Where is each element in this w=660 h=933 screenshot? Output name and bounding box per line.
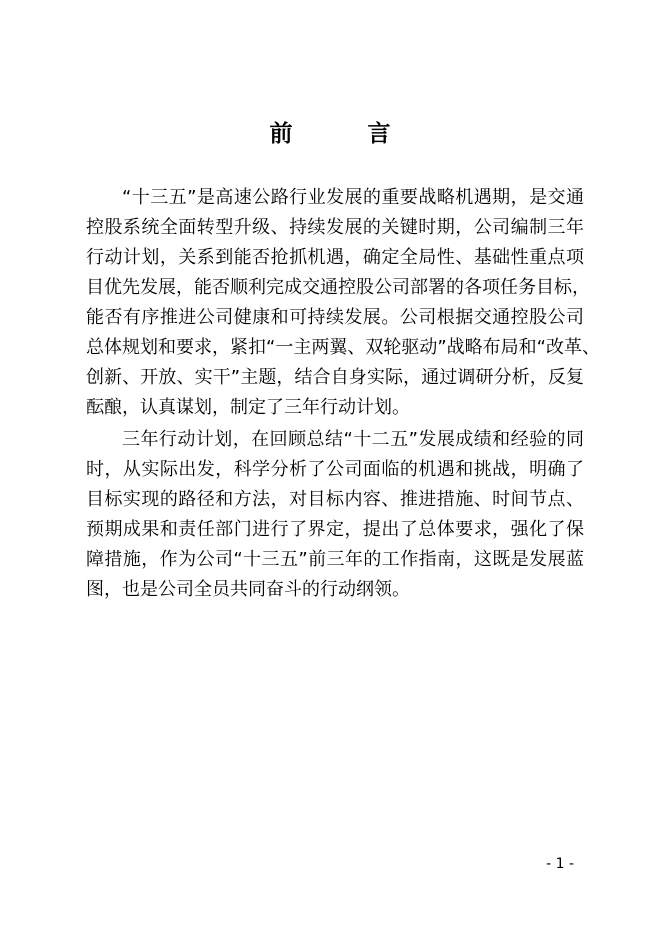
text-line: 障措施，作为公司“十三五”前三年的工作指南，这既是发展蓝 (86, 549, 584, 570)
text-line: 目优先发展，能否顺利完成交通控股公司部署的各项任务目标， (86, 277, 590, 298)
page-title: 前 言 (269, 121, 417, 147)
text-line: 时，从实际出发，科学分析了公司面临的机遇和挑战，明确了 (86, 459, 584, 480)
text-line: 酝酿，认真谋划，制定了三年行动计划。 (86, 397, 410, 418)
text-line: 行动计划，关系到能否抢抓机遇，确定全局性、基础性重点项 (86, 247, 584, 268)
text-line: 控股系统全面转型升级、持续发展的关键时期，公司编制三年 (86, 217, 584, 238)
text-line: 创新、开放、实干”主题，结合自身实际，通过调研分析，反复 (86, 367, 584, 388)
text-line: 能否有序推进公司健康和可持续发展。公司根据交通控股公司 (86, 307, 584, 328)
paragraph-2 (86, 425, 584, 605)
page-number: - 1 - (546, 856, 574, 872)
body-text (86, 183, 600, 607)
paragraph-1 (86, 183, 600, 423)
text-line: 总体规划和要求，紧扣“一主两翼、双轮驱动”战略布局和“改革、 (86, 337, 600, 358)
text-line: 预期成果和责任部门进行了界定，提出了总体要求，强化了保 (86, 519, 584, 540)
text-line: 目标实现的路径和方法，对目标内容、推进措施、时间节点、 (86, 489, 584, 510)
text-line: 三年行动计划，在回顾总结“十二五”发展成绩和经验的同 (122, 429, 584, 450)
text-line: 图，也是公司全员共同奋斗的行动纲领。 (86, 579, 410, 600)
text-line: “十三五”是高速公路行业发展的重要战略机遇期，是交通 (122, 187, 584, 208)
